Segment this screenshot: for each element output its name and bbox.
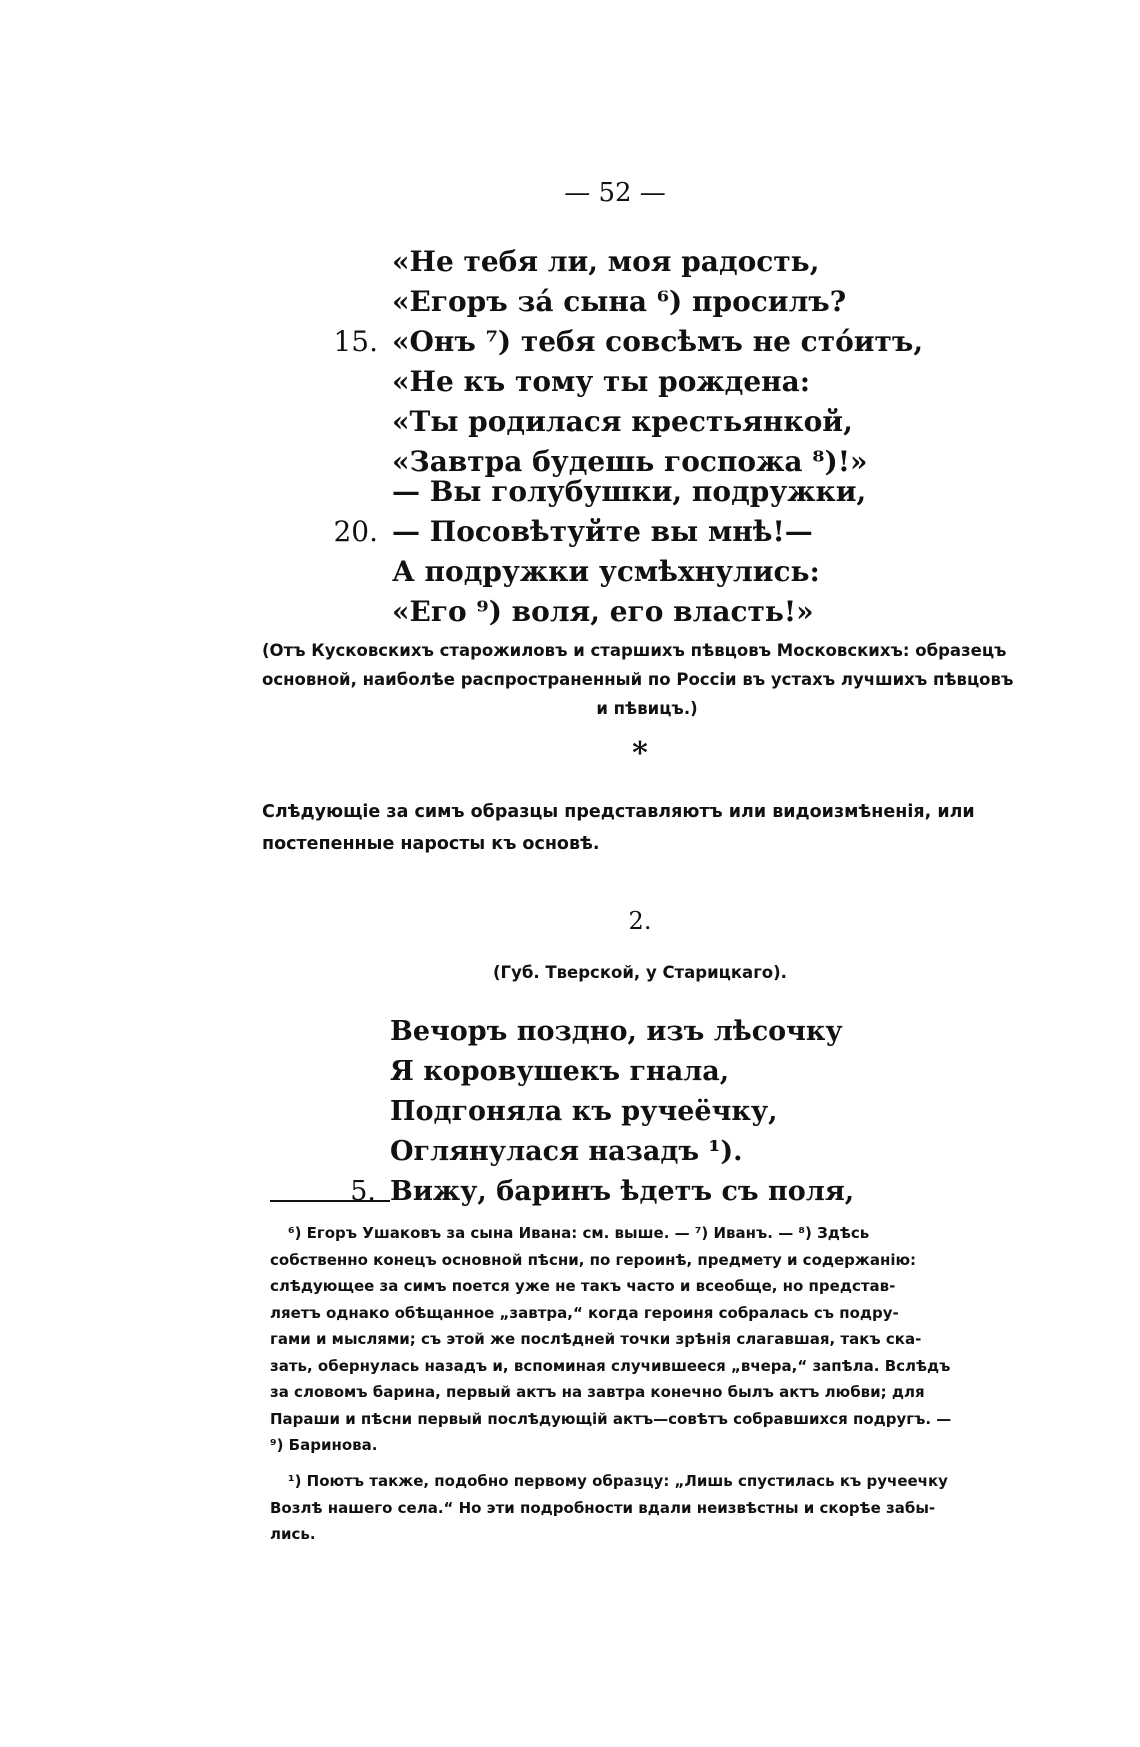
footnote-line: ⁹) Баринова. <box>270 1436 378 1454</box>
footnote-line: ⁶) Егоръ Ушаковъ за сына Ивана: см. выше. — ⁷) Иванъ. — ⁸) Здѣсь <box>288 1224 870 1242</box>
verse-text: «Онъ ⁷) тебя совсѣмъ не стóитъ, <box>392 325 924 358</box>
footnote-line: слѣдующее за симъ поется уже не такъ часто и всеобще, но представ- <box>270 1277 896 1295</box>
source-note-line: и пѣвицъ.) <box>596 699 698 718</box>
verse-line <box>392 472 866 512</box>
footnote-line: Параши и пѣсни первый послѣдующій актъ—совѣтъ собравшихся подругъ. — <box>270 1409 952 1428</box>
footnote-divider <box>270 1200 390 1202</box>
stanza-1 <box>333 242 924 482</box>
verse-text: Вечоръ поздно, изъ лѣсочку <box>390 1016 843 1047</box>
verse-line <box>390 1132 854 1172</box>
line-number: 15. <box>333 325 378 358</box>
verse-line <box>392 592 866 632</box>
verse-text: «Его ⁹) воля, его власть!» <box>392 595 814 628</box>
footnote-line: лись. <box>270 1525 316 1543</box>
footnote-line: ляетъ однако обѣщанное „завтра,“ когда героиня собралась съ подру- <box>270 1303 899 1322</box>
section-location: (Губ. Тверской, у Старицкаго). <box>493 963 787 982</box>
verse-text: Подгоняла къ ручеёчку, <box>390 1096 778 1127</box>
verse-text: Я коровушекъ гнала, <box>390 1056 730 1087</box>
verse-text: — Вы голубушки, подружки, <box>392 475 867 508</box>
source-note-line: (Отъ Кусковскихъ старожиловъ и старшихъ пѣвцовъ Московскихъ: образецъ <box>262 641 1007 660</box>
verse-line <box>333 322 924 362</box>
following-note-line: Слѣдующіе за симъ образцы представляютъ или видоизмѣненія, или <box>262 802 975 822</box>
following-note-line: постепенные наросты къ основѣ. <box>262 834 600 854</box>
verse-line <box>390 1012 854 1052</box>
verse-line <box>392 552 866 592</box>
page-number: — 52 — <box>564 178 666 208</box>
verse-line <box>390 1052 854 1092</box>
verse-line <box>392 362 923 402</box>
following-note <box>262 796 1032 860</box>
verse-text: «Не къ тому ты рождена: <box>392 365 811 398</box>
verse-text: А подружки усмѣхнулись: <box>392 555 820 588</box>
verse-text: «Егоръ зá сына ⁶) просилъ? <box>392 285 847 318</box>
verse-line <box>392 402 923 442</box>
verse-text: «Завтра будешь госпожа ⁸)!» <box>392 445 868 478</box>
section-asterisk: * <box>632 736 648 771</box>
verse-line <box>392 282 923 322</box>
verse-line <box>390 1092 854 1132</box>
source-note-line: основной, наиболѣе распространенный по Россіи въ устахъ лучшихъ пѣвцовъ <box>262 670 1014 689</box>
footnote-line: Возлѣ нашего села.“ Но эти подробности вдали неизвѣстны и скорѣе забы- <box>270 1498 936 1517</box>
footnote-line: гами и мыслями; съ этой же послѣдней точки зрѣнія слагавшая, такъ ска- <box>270 1330 922 1348</box>
verse-line <box>350 1172 855 1212</box>
section-number: 2. <box>628 907 652 935</box>
verse-text: «Ты родилася крестьянкой, <box>392 405 853 438</box>
footnote-block-1 <box>270 1220 1030 1459</box>
verse-text: Вижу, баринъ ѣдетъ съ поля, <box>390 1176 855 1207</box>
footnote-line: за словомъ барина, первый актъ на завтра конечно былъ актъ любви; для <box>270 1383 925 1401</box>
footnote-line: ¹) Поютъ также, подобно первому образцу: „Лишь спустилась къ ручеечку <box>288 1472 948 1490</box>
stanza-2 <box>333 472 867 632</box>
verse-text: Оглянулася назадъ ¹). <box>390 1136 743 1167</box>
verse-text: — Посовѣтуйте вы мнѣ!— <box>392 515 813 548</box>
verse-text: «Не тебя ли, моя радость, <box>392 245 820 278</box>
source-note <box>262 636 1032 723</box>
footnote-line: зать, обернулась назадъ и, вспоминая случившееся „вчера,“ запѣла. Вслѣдъ <box>270 1356 951 1375</box>
footnote-line: собственно конецъ основной пѣсни, по героинѣ, предмету и содержанію: <box>270 1250 917 1269</box>
stanza-3 <box>350 1012 855 1212</box>
footnote-block-2 <box>270 1468 1030 1548</box>
verse-line <box>392 242 923 282</box>
line-number: 20. <box>333 515 378 548</box>
line-number: 5. <box>350 1176 376 1207</box>
verse-line <box>333 512 866 552</box>
